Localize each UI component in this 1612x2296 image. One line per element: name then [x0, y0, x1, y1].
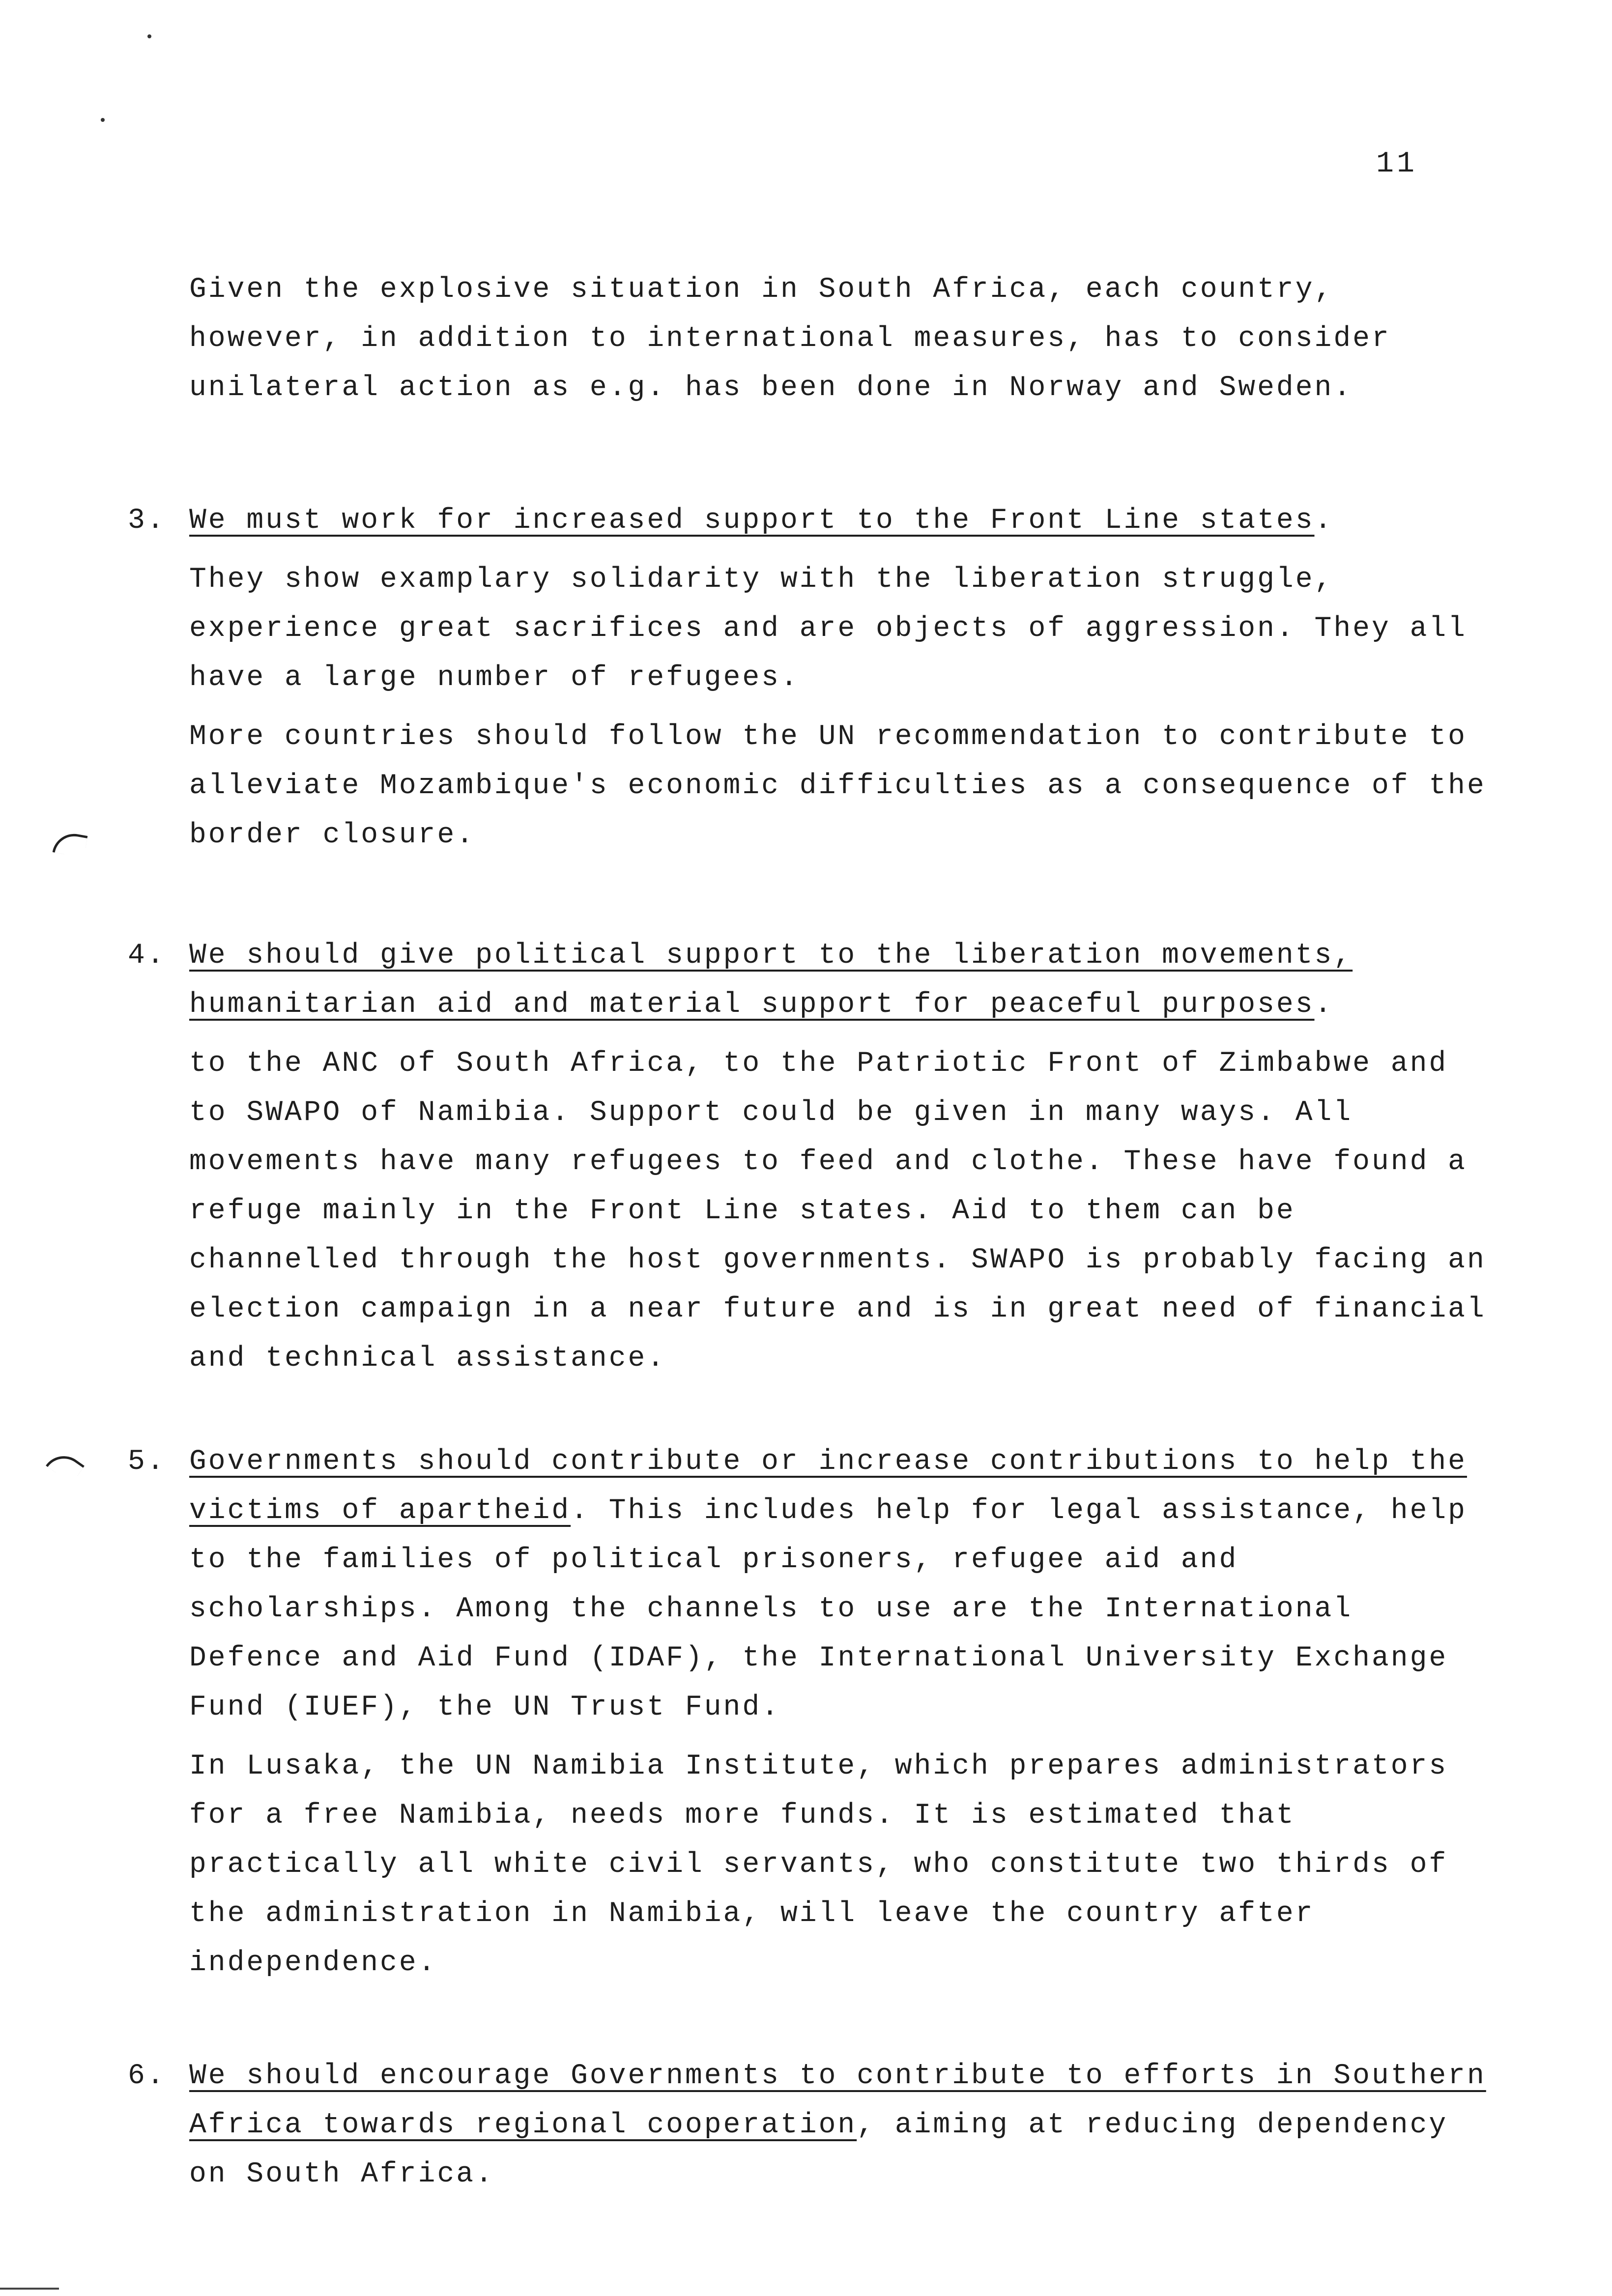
item-heading-paragraph: [189, 1437, 1492, 1732]
item-heading-paragraph: [189, 931, 1492, 1030]
item-heading-tail: , aiming at reducing dependency on South Africa.: [189, 2109, 1448, 2190]
item-number: 4.: [128, 940, 166, 972]
item-number: 3.: [128, 505, 166, 537]
margin-mark: [46, 1447, 85, 1484]
item-paragraph: More countries should follow the UN recommendation to contribute to alleviate Mozambique's economic difficulties as a consequence of the border closure.: [189, 721, 1486, 851]
scan-speck: [147, 34, 151, 38]
item-paragraph: They show examplary solidarity with the liberation struggle, experience great sacrifices and are objects of aggression. They all have a large number of refugees.: [189, 564, 1467, 694]
item-heading: We should give political support to the liberation movements, humanitarian aid and material support for peaceful purposes: [189, 940, 1353, 1021]
item-heading: We must work for increased support to the Front Line states: [189, 505, 1315, 537]
item-heading-tail: . This includes help for legal assistance, help to the families of political prisoners, refugee aid and scholarships. Among the channels to use are the International Defence and Aid Fund (IDAF), the International University Exchange Fund (IUEF), the UN Trust Fund.: [189, 1495, 1467, 1723]
item-paragraph: to the ANC of South Africa, to the Patriotic Front of Zimbabwe and to SWAPO of Namibia. Support could be given in many ways. All movements have many refugees to feed and clothe. These have found a refuge mainly in the Front Line states. Aid to them can be channelled through the host governments. SWAPO is probably facing an election campaign in a near future and is in great need of financial and technical assistance.: [189, 1048, 1486, 1375]
list-item-4: [128, 931, 1492, 1383]
page-number: 11: [1376, 147, 1418, 181]
item-number: 5.: [128, 1446, 166, 1478]
scan-speck: [101, 118, 105, 122]
item-heading-paragraph: [189, 2052, 1492, 2199]
item-heading: We should encourage Governments to contribute to efforts in Southern Africa towards regional cooperation: [189, 2060, 1486, 2141]
intro-paragraph: Given the explosive situation in South Africa, each country, however, in addition to international measures, has to consider unilateral action as e.g. has been done in Norway and Sweden.: [189, 274, 1391, 404]
item-heading-tail: .: [1314, 505, 1334, 537]
item-heading-tail: .: [1314, 989, 1334, 1021]
item-heading: Governments should contribute or increase contributions to help the victims of apartheid: [189, 1446, 1467, 1527]
item-number: 6.: [128, 2060, 166, 2092]
margin-mark: [53, 831, 88, 858]
list-item-5: [128, 1437, 1492, 1988]
item-paragraph: In Lusaka, the UN Namibia Institute, which prepares administrators for a free Namibia, needs more funds. It is estimated that practically all white civil servants, who constitute two thirds of the administration in Namibia, will leave the country after independence.: [189, 1751, 1448, 1979]
item-heading-paragraph: [189, 496, 1492, 545]
scan-edge-rule: [0, 2288, 59, 2290]
list-item-3: [128, 496, 1492, 860]
list-item-6: [128, 2052, 1492, 2199]
